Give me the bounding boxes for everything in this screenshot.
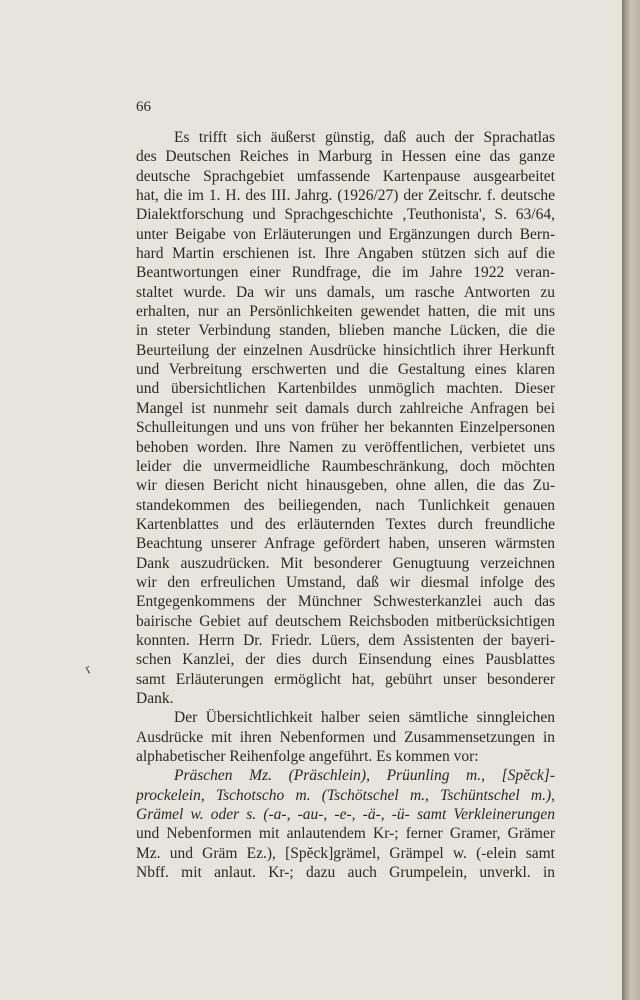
text-line: deutsche Sprachgebiet umfassende Kartenpause ausgearbeitet [136, 167, 555, 185]
text-line: alphabetischer Reihenfolge angeführt. Es kommen vor: [136, 748, 479, 765]
text-line: prockelein, Tschotscho m. (Tschötschel m., Tschüntschel m.), [136, 786, 555, 804]
page-number: 66 [136, 99, 151, 115]
margin-pencil-mark: r [82, 661, 94, 678]
text-line: bairische Gebiet auf deutschem Reichsboden mitberücksichtigen [136, 612, 555, 630]
text-line: Grämel w. oder s. (-a-, -au-, -e-, -ä-, -ü- samt Verkleinerungen [136, 806, 555, 824]
text-line: erhalten, nur an Persönlichkeiten gewendet hatten, die mit uns [136, 303, 555, 321]
text-line: Beachtung unserer Anfrage gefördert haben, unseren wärmsten [136, 535, 555, 553]
text-line: Beantwortungen einer Rundfrage, die im Jahre 1922 veran- [136, 264, 555, 282]
text-line: Dank. [136, 689, 174, 707]
text-line: schen Kanzlei, der dies durch Einsendung eines Pausblattes [136, 651, 555, 669]
text-line: staltet wurde. Da wir uns damals, um rasche Antworten zu [136, 283, 555, 301]
text-line: Mangel ist nunmehr seit damals durch zahlreiche Anfragen bei [136, 399, 555, 417]
text-line: Schulleitungen und uns von früher her bekannten Einzelpersonen [136, 419, 555, 437]
text-line: Dialektforschung und Sprachgeschichte ‚Teuthonista', S. 63/64, [136, 206, 555, 224]
text-line: Kartenblattes und des erläuternden Textes durch freundliche [136, 515, 555, 533]
text-line: Beurteilung der einzelnen Ausdrücke hinsichtlich ihrer Herkunft [136, 341, 555, 359]
text-line: Mz. und Gräm Ez.), [Spĕck]grämel, Grämpel w. (-elein samt [136, 844, 555, 862]
text-line: wir den erfreulichen Umstand, daß wir diesmal infolge des [136, 573, 555, 591]
text-line: samt Erläuterungen ermöglicht hat, gebührt unser besonderer [136, 670, 555, 688]
text-line: und Verbreitung erschwerten und die Gestaltung eines klaren [136, 361, 555, 379]
text-line: und übersichtlichen Kartenbildes unmöglich machten. Dieser [136, 380, 555, 398]
text-line: Der Übersichtlichkeit halber seien sämtliche sinngleichen [174, 709, 555, 727]
page-edge-shadow [622, 0, 640, 1000]
text-line: hat, die im 1. H. des III. Jahrg. (1926/27) der Zeitschr. f. deutsche [136, 187, 555, 205]
text-line: konnten. Herrn Dr. Friedr. Lüers, dem Assistenten der bayeri- [136, 631, 555, 649]
text-line: unter Beigabe von Erläuterungen und Ergänzungen durch Bern- [136, 225, 555, 243]
text-line: in steter Verbindung standen, blieben manche Lücken, die die [136, 322, 555, 340]
text-line: leider die unvermeidliche Raumbeschränkung, doch möchten [136, 457, 555, 475]
text-line: Es trifft sich äußerst günstig, daß auch der Sprachatlas [174, 129, 555, 146]
text-line: standekommen des beiliegenden, nach Tunlichkeit genauen [136, 496, 555, 514]
text-line: Nbff. mit anlaut. Kr-; dazu auch Grumpelein, unverkl. in [136, 864, 555, 882]
text-line: des Deutschen Reiches in Marburg in Hessen eine das ganze [136, 148, 555, 166]
body-text [136, 128, 555, 882]
text-line: und Nebenformen mit anlautendem Kr-; ferner Gramer, Grämer [136, 825, 555, 843]
text-line: hard Martin erschienen ist. Ihre Angaben stützen sich auf die [136, 245, 555, 263]
text-line: Entgegenkommens der Münchner Schwesterkanzlei auch das [136, 593, 555, 611]
text-line: Dank auszudrücken. Mit besonderer Genugtuung verzeichnen [136, 554, 555, 572]
text-line: behoben worden. Ihre Namen zu veröffentlichen, verbietet uns [136, 438, 555, 456]
text-line: wir diesen Bericht nicht hinausgeben, ohne allen, die das Zu- [136, 477, 555, 495]
text-line: Präschen Mz. (Präschlein), Prüunling m., [Spĕck]- [174, 767, 555, 785]
text-line: Ausdrücke mit ihren Nebenformen und Zusammensetzungen in [136, 728, 555, 746]
